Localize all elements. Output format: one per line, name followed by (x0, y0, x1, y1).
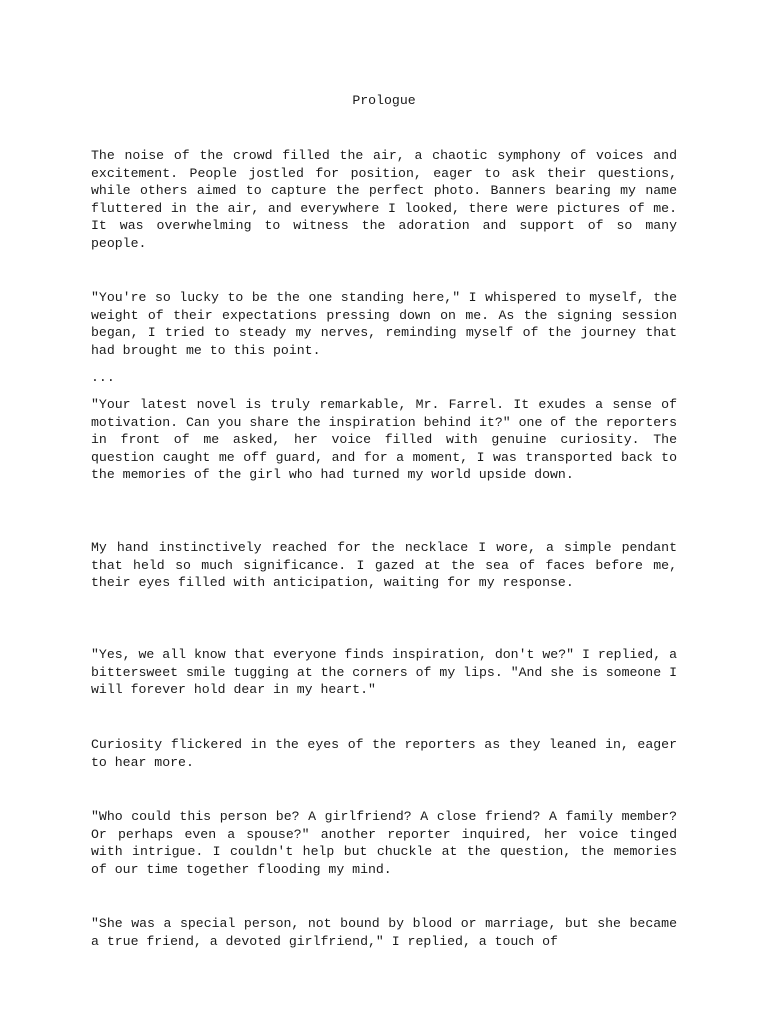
paragraph-reply: "Yes, we all know that everyone finds inspiration, don't we?" I replied, a bittersweet smile tugging at the corners of my lips. "And she is someone I will forever hold dear in my heart." (91, 647, 677, 697)
paragraph-special-person: "She was a special person, not bound by blood or marriage, but she became a true friend, a devoted girlfriend," I replied, a touch of (91, 916, 677, 949)
section-break: ... (91, 370, 115, 385)
paragraph-curiosity: Curiosity flickered in the eyes of the reporters as they leaned in, eager to hear more. (91, 737, 677, 770)
paragraph-crowd: The noise of the crowd filled the air, a chaotic symphony of voices and excitement. People jostled for position, eager to ask their questions, while others aimed to capture the perfect photo. Banners bearing my name fluttered in the air, and everywhere I looked, there were pictures of me. It was overwhelming to witness the adoration and support of so many people. (91, 148, 677, 251)
paragraph-whisper: "You're so lucky to be the one standing here," I whispered to myself, the weight of their expectations pressing down on me. As the signing session began, I tried to steady my nerves, reminding myself of the journey that had brought me to this point. (91, 290, 677, 358)
page-title: Prologue (352, 93, 416, 108)
paragraph-reporter-question: "Your latest novel is truly remarkable, Mr. Farrel. It exudes a sense of motivation. Can you share the inspiration behind it?" one of the reporters in front of me asked, her voice filled with genuine curiosity. The question caught me off guard, and for a moment, I was transported back to the memories of the girl who had turned my world upside down. (91, 397, 677, 482)
paragraph-who-question: "Who could this person be? A girlfriend? A close friend? A family member? Or perhaps even a spouse?" another reporter inquired, her voice tinged with intrigue. I couldn't help but chuckle at the question, the memories of our time together flooding my mind. (91, 809, 677, 877)
paragraph-necklace: My hand instinctively reached for the necklace I wore, a simple pendant that held so much significance. I gazed at the sea of faces before me, their eyes filled with anticipation, waiting for my response. (91, 540, 677, 590)
